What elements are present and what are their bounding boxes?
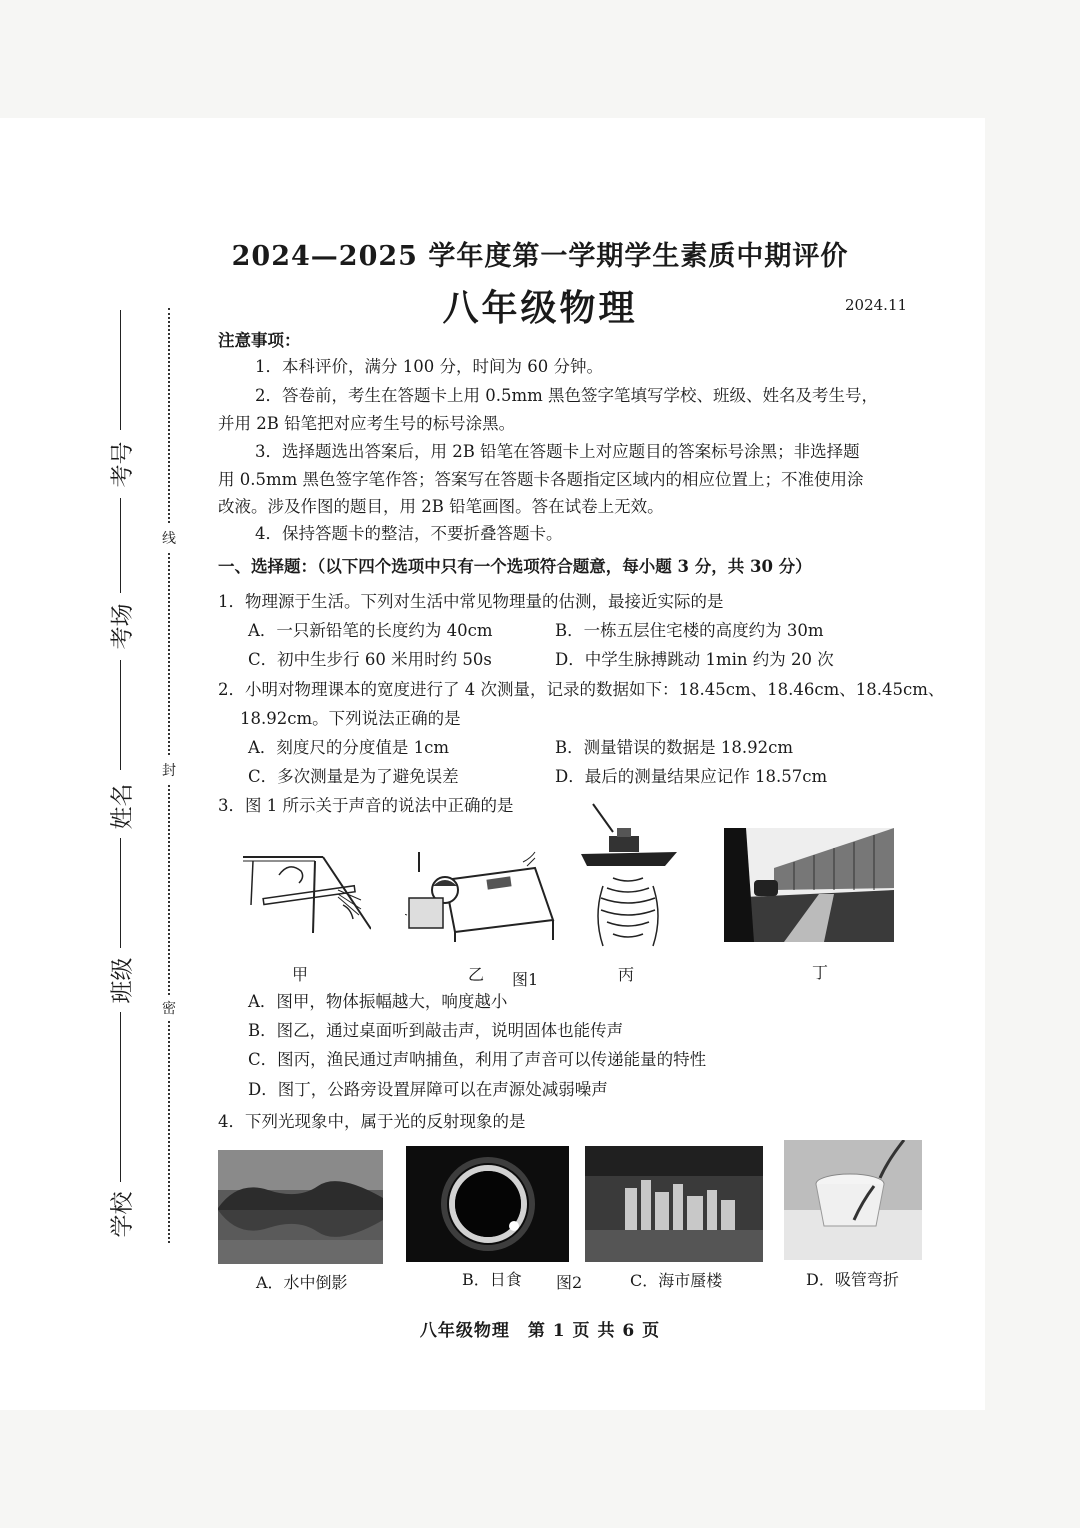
option-b[interactable]: B．一栋五层住宅楼的高度约为 30m [555,621,824,640]
photo-solar-eclipse [406,1146,569,1262]
notice-heading: 注意事项： [218,331,301,350]
page-footer: 八年级物理 第 1 页 共 6 页 [419,1321,661,1341]
figure-label-jia: 甲 [292,965,309,984]
field-label-class: 班级 [109,957,136,1004]
option-a[interactable]: A．一只新铅笔的长度约为 40cm [248,621,493,640]
question-stem: 4．下列光现象中，属于光的反射现象的是 [218,1112,526,1131]
field-label-name: 姓名 [109,783,136,830]
question-stem: 18.92cm。下列说法正确的是 [240,709,461,728]
field-label-exam-number: 考号 [109,441,136,488]
field-line-exam-room[interactable] [120,498,121,593]
option-c[interactable]: C．海市蜃楼 [630,1271,723,1290]
field-line-name[interactable] [120,660,121,770]
field-line-class[interactable] [120,838,121,948]
option-a[interactable]: A．图甲，物体振幅越大，响度越小 [248,992,508,1011]
seal-char-seal: 封 [162,757,176,783]
option-b[interactable]: B．图乙，通过桌面听到敲击声，说明固体也能传声 [248,1021,624,1040]
option-c[interactable]: C．多次测量是为了避免误差 [248,767,459,786]
option-c[interactable]: C．初中生步行 60 米用时约 50s [248,650,492,669]
question-stem: 2．小明对物理课本的宽度进行了 4 次测量，记录的数据如下：18.45cm、18.46cm、18.45cm、 [218,680,945,699]
exam-title: 2024—2025 学年度第一学期学生素质中期评价 [231,241,849,272]
exam-date: 2024.11 [845,296,908,314]
option-a[interactable]: A．水中倒影 [256,1273,348,1292]
option-b[interactable]: B．测量错误的数据是 18.92cm [555,738,793,757]
figure-label-ding: 丁 [812,963,829,982]
question-stem: 1．物理源于生活。下列对生活中常见物理量的估测，最接近实际的是 [218,592,724,611]
notice-item: 4．保持答题卡的整洁，不要折叠答题卡。 [255,524,563,543]
figure-noise-barrier [724,828,894,942]
notice-item: 用 0.5mm 黑色签字笔作答；答案写在答题卡各题指定区域内的相应位置上；不准使用涂 [218,470,864,489]
question-stem: 3．图 1 所示关于声音的说法中正确的是 [218,796,514,815]
figure-caption: 图2 [556,1273,583,1292]
option-a[interactable]: A．刻度尺的分度值是 1cm [248,738,450,757]
figure-table-sound [405,850,555,942]
field-label-school: 学校 [109,1191,136,1238]
photo-mirage [585,1146,763,1262]
option-d[interactable]: D．最后的测量结果应记作 18.57cm [555,767,828,786]
field-line-school[interactable] [120,1012,121,1182]
subject-title: 八年级物理 [442,287,638,329]
photo-bent-straw [784,1140,922,1260]
figure-label-bing: 丙 [618,965,635,984]
field-label-exam-room: 考场 [109,603,136,650]
option-c[interactable]: C．图丙，渔民通过声呐捕鱼，利用了声音可以传递能量的特性 [248,1050,707,1069]
seal-char-close: 密 [162,995,176,1021]
notice-item: 改液。涉及作图的题目，用 2B 铅笔画图。答在试卷上无效。 [218,497,664,516]
notice-item: 1．本科评价，满分 100 分，时间为 60 分钟。 [255,357,603,376]
notice-item: 3．选择题选出答案后，用 2B 铅笔在答题卡上对应题目的答案标号涂黑；非选择题 [255,442,860,461]
option-d[interactable]: D．图丁，公路旁设置屏障可以在声源处减弱噪声 [248,1080,608,1099]
section-heading: 一、选择题：（以下四个选项中只有一个选项符合题意，每小题 3 分，共 30 分） [218,557,812,576]
field-line-exam-number[interactable] [120,310,121,430]
option-d[interactable]: D．吸管弯折 [806,1270,899,1289]
seal-char-line: 线 [162,525,176,551]
option-d[interactable]: D．中学生脉搏跳动 1min 约为 20 次 [555,650,834,669]
figure-sonar-boat [573,802,683,960]
notice-item: 并用 2B 铅笔把对应考生号的标号涂黑。 [218,414,516,433]
figure-label-yi: 乙 [468,965,485,984]
photo-water-reflection [218,1150,383,1264]
notice-item: 2．答卷前，考生在答题卡上用 0.5mm 黑色签字笔填写学校、班级、姓名及考生号， [255,386,879,405]
option-b[interactable]: B．日食 [462,1270,522,1289]
figure-ruler-vibration [243,845,371,935]
figure-caption: 图1 [512,970,539,989]
